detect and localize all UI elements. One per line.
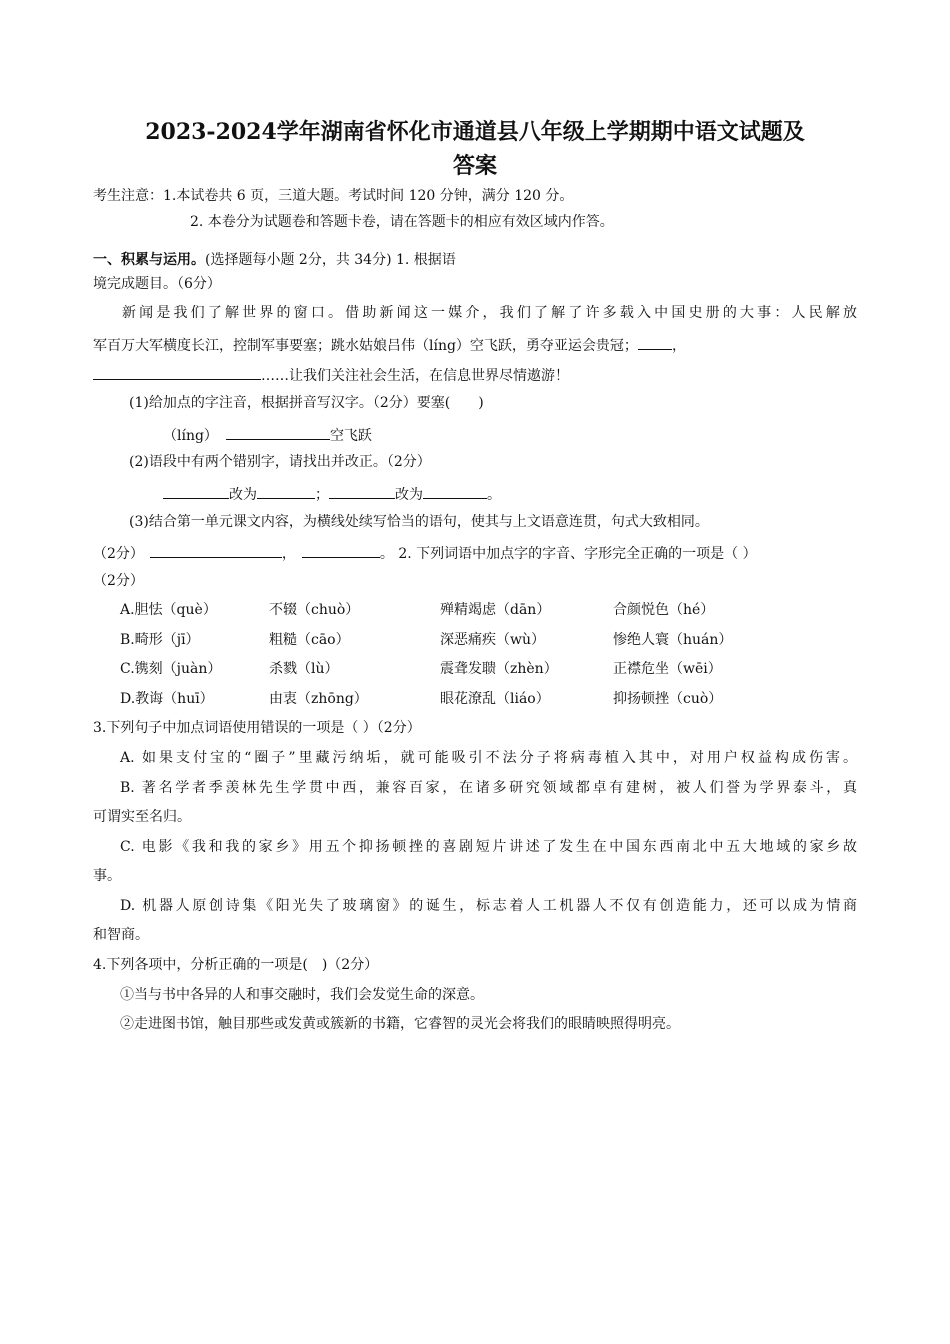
q2-option-d-2: 由衷（zhōng）: [269, 691, 368, 707]
q3-option-d-line1: D. 机器人原创诗集《阳光失了玻璃窗》的诞生，标志着人工机器人不仅有创造能力，还可以成为情商: [120, 898, 857, 914]
q2-option-c-2: 杀戮（lù）: [269, 661, 339, 677]
passage-line-2: [93, 333, 686, 356]
q2-option-a-4: 合颜悦色（hé）: [613, 602, 715, 618]
q3-option-a: A. 如果支付宝的“圈子”里藏污纳垢，就可能吸引不法分子将病毒植入其中，对用户权益构成伤害。: [120, 750, 857, 766]
section1-heading-bold: 一、积累与运用。: [93, 252, 205, 268]
answer-blank[interactable]: [93, 363, 261, 380]
passage-line-1: 新闻是我们了解世界的窗口。借助新闻这一媒介，我们了解了许多载入中国史册的大事：人民解放: [122, 305, 857, 321]
q2-option-d-3: 眼花潦乱（liáo）: [440, 691, 550, 707]
q2-option-a-2: 不辍（chuò）: [269, 602, 360, 618]
q2-stem: 。 2. 下列词语中加点字的字音、字形完全正确的一项是（ ）: [379, 546, 757, 562]
q1-sub3-line1: (3)结合第一单元课文内容，为横线处续写恰当的语句，使其与上文语意连贯，句式大致相同。: [129, 514, 709, 530]
q3-option-d-line2: 和智商。: [93, 927, 149, 943]
q1-sub3-score: （2分）: [93, 546, 144, 562]
q1-sub1-pinyin: （líng）: [163, 428, 218, 444]
passage-line-3: [93, 363, 569, 386]
answer-blank[interactable]: [423, 482, 487, 499]
section1-heading-rest: (选择题每小题 2分，共 34分) 1. 根据语: [205, 252, 456, 268]
q2-option-c-4: 正襟危坐（wēi）: [613, 661, 722, 677]
notice-line-2: 2. 本卷分为试题卷和答题卡卷，请在答题卡的相应有效区域内作答。: [190, 214, 614, 230]
q2-option-b-2: 粗糙（cāo）: [269, 632, 350, 648]
q2-option-c-3: 震聋发聩（zhèn）: [440, 661, 558, 677]
q1-sub1-line2: [163, 423, 372, 446]
q2-option-d-4: 抑扬顿挫（cuò）: [613, 691, 723, 707]
q4-stem: 4.下列各项中，分析正确的一项是( )（2分）: [93, 957, 379, 973]
answer-blank[interactable]: [150, 541, 282, 558]
q2-option-b-4: 惨绝人寰（huán）: [613, 632, 733, 648]
answer-blank[interactable]: [257, 482, 315, 499]
section1-heading: [93, 250, 456, 270]
q3-option-c-line2: 事。: [93, 868, 121, 884]
page-title: 2023-2024学年湖南省怀化市通道县八年级上学期期中语文试题及: [145, 119, 805, 145]
q1-sub2-line2: [163, 482, 501, 505]
q2-score: （2分）: [93, 573, 144, 589]
q3-option-b-line2: 可谓实至名归。: [93, 809, 191, 825]
answer-blank[interactable]: [638, 333, 672, 350]
section1-line2: 境完成题目。（6分）: [93, 276, 221, 292]
q1-sub1-line1: (1)给加点的字注音，根据拼音写汉字。（2分）要塞( ): [129, 395, 484, 411]
answer-blank[interactable]: [302, 541, 380, 558]
answer-blank[interactable]: [226, 423, 330, 440]
passage-line-2-text: 军百万大军横度长江，控制军事要塞；跳水姑娘吕伟（líng）空飞跃，勇夺亚运会贵冠；: [93, 338, 638, 354]
q1-sub2-gai1: 改为: [229, 487, 257, 503]
answer-blank[interactable]: [163, 482, 229, 499]
q1-sub3-comma: ，: [281, 546, 296, 562]
answer-blank[interactable]: [329, 482, 395, 499]
q1-sub3-line2: [93, 541, 757, 564]
q2-option-a-1: A.胆怯（què）: [120, 602, 217, 618]
passage-line-2-comma: ，: [671, 338, 686, 354]
page-title-line2: 答案: [452, 153, 497, 179]
q3-stem: 3.下列句子中加点词语使用错误的一项是（ ）（2分）: [93, 720, 421, 736]
notice-line-1: 考生注意：1.本试卷共 6 页，三道大题。考试时间 120 分钟，满分 120 分。: [93, 188, 574, 204]
q1-sub2-gai2: 改为: [395, 487, 423, 503]
q4-statement-2: ②走进图书馆，触目那些或发黄或簇新的书籍，它睿智的灵光会将我们的眼睛映照得明亮。: [120, 1016, 680, 1032]
q4-statement-1: ①当与书中各异的人和事交融时，我们会发觉生命的深意。: [120, 987, 484, 1003]
q2-option-a-3: 殚精竭虑（dān）: [440, 602, 551, 618]
q3-option-b-line1: B. 著名学者季羡林先生学贯中西，兼容百家，在诸多研究领域都卓有建树，被人们誉为学界泰斗，真: [120, 780, 857, 796]
q1-sub2-line1: (2)语段中有两个错别字，请找出并改正。（2分）: [129, 454, 431, 470]
q1-sub2-end: 。: [487, 487, 501, 503]
q2-option-b-3: 深恶痛疾（wù）: [440, 632, 545, 648]
passage-line-3-text: ……让我们关注社会生活，在信息世界尽情遨游！: [261, 368, 569, 384]
q2-option-d-1: D.教诲（huī）: [120, 691, 214, 707]
q2-option-b-1: B.畸形（jī）: [120, 632, 200, 648]
q1-sub1-word: 空飞跃: [329, 428, 372, 444]
q2-option-c-1: C.镌刻（juàn）: [120, 661, 222, 677]
q3-option-c-line1: C. 电影《我和我的家乡》用五个抑扬顿挫的喜剧短片讲述了发生在中国东西南北中五大地域的家乡故: [120, 839, 857, 855]
q1-sub2-sep: ；: [315, 487, 329, 503]
